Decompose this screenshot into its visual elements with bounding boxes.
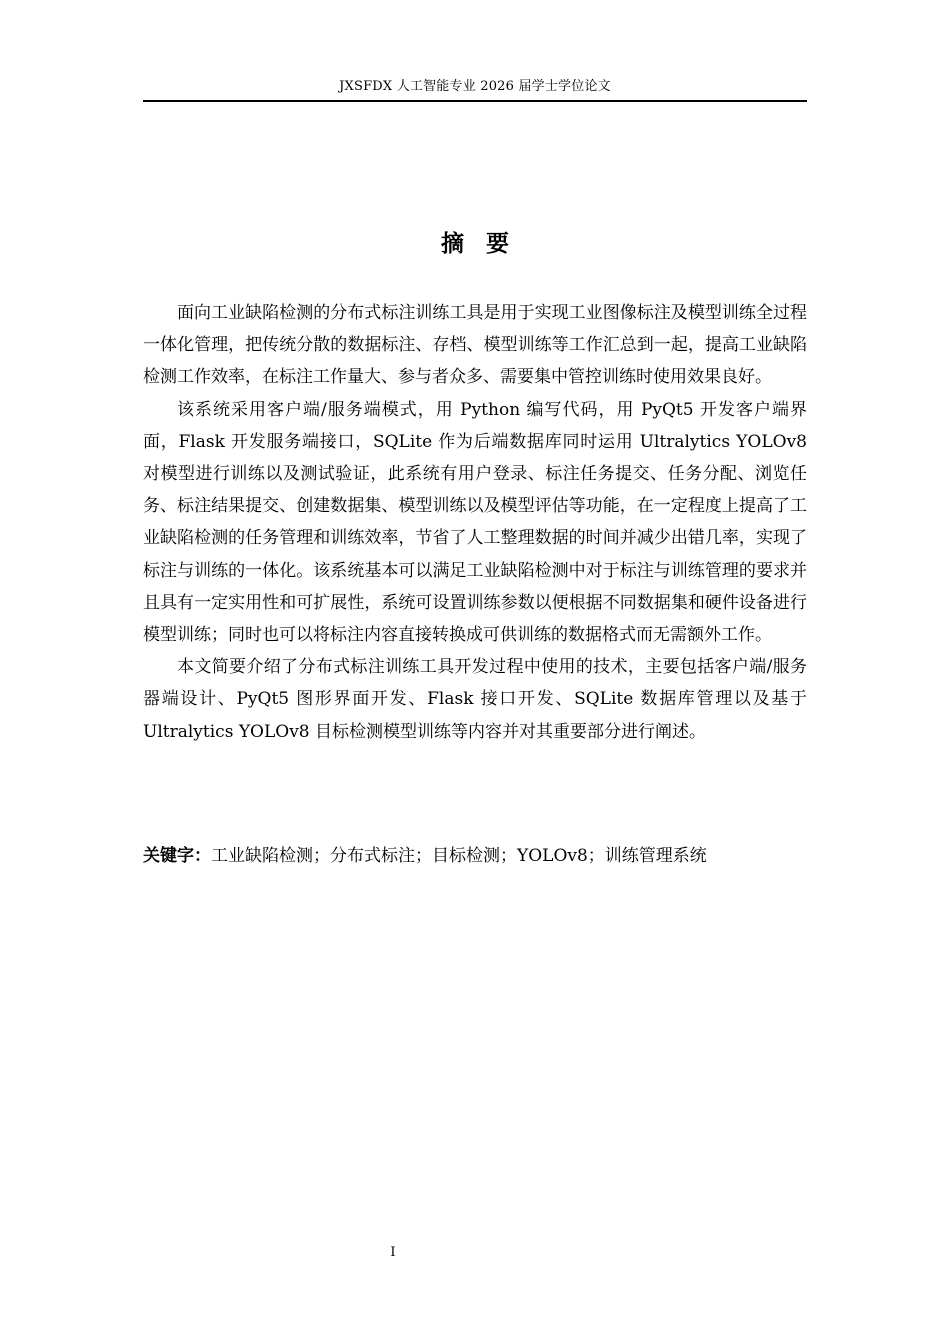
abstract-paragraph-1: 面向工业缺陷检测的分布式标注训练工具是用于实现工业图像标注及模型训练全过程一体化管理，把传统分散的数据标注、存档、模型训练等工作汇总到一起，提高工业缺陷检测工作效率，在标注工作量大、参与者众多、需要集中管控训练时使用效果良好。 bbox=[143, 303, 807, 388]
keywords-label: 关键字： bbox=[143, 846, 211, 866]
page-number: I bbox=[390, 1245, 396, 1260]
abstract-title-char-1: 摘 bbox=[441, 231, 464, 257]
keywords bbox=[143, 840, 807, 872]
keywords-text: 工业缺陷检测；分布式标注；目标检测；YOLOv8；训练管理系统 bbox=[211, 846, 707, 866]
abstract-title-char-2: 要 bbox=[486, 231, 509, 257]
abstract-title bbox=[143, 228, 807, 260]
abstract-paragraph-2: 该系统采用客户端/服务端模式，用 Python 编写代码，用 PyQt5 开发客户端界面，Flask 开发服务端接口，SQLite 作为后端数据库同时运用 Ultralytics YOLOv8 对模型进行训练以及测试验证，此系统有用户登录、标注任务提交、任务分配、浏览任务、标注结果提交、创建数据集、模型训练以及模型评估等功能，在一定程度上提高了工业缺陷检测的任务管理和训练效率，节省了人工整理数据的时间并减少出错几率，实现了标注与训练的一体化。该系统基本可以满足工业缺陷检测中对于标注与训练管理的要求并且具有一定实用性和可扩展性，系统可设置训练参数以便根据不同数据集和硬件设备进行模型训练；同时也可以将标注内容直接转换成可供训练的数据格式而无需额外工作。 bbox=[143, 399, 807, 646]
header-rule bbox=[143, 100, 807, 102]
abstract-paragraph-3: 本文简要介绍了分布式标注训练工具开发过程中使用的技术，主要包括客户端/服务器端设计、PyQt5 图形界面开发、Flask 接口开发、SQLite 数据库管理以及基于 Ultralytics YOLOv8 目标检测模型训练等内容并对其重要部分进行阐述。 bbox=[143, 657, 807, 742]
abstract-body bbox=[143, 297, 807, 748]
running-header: JXSFDX 人工智能专业 2026 届学士学位论文 bbox=[339, 79, 611, 94]
